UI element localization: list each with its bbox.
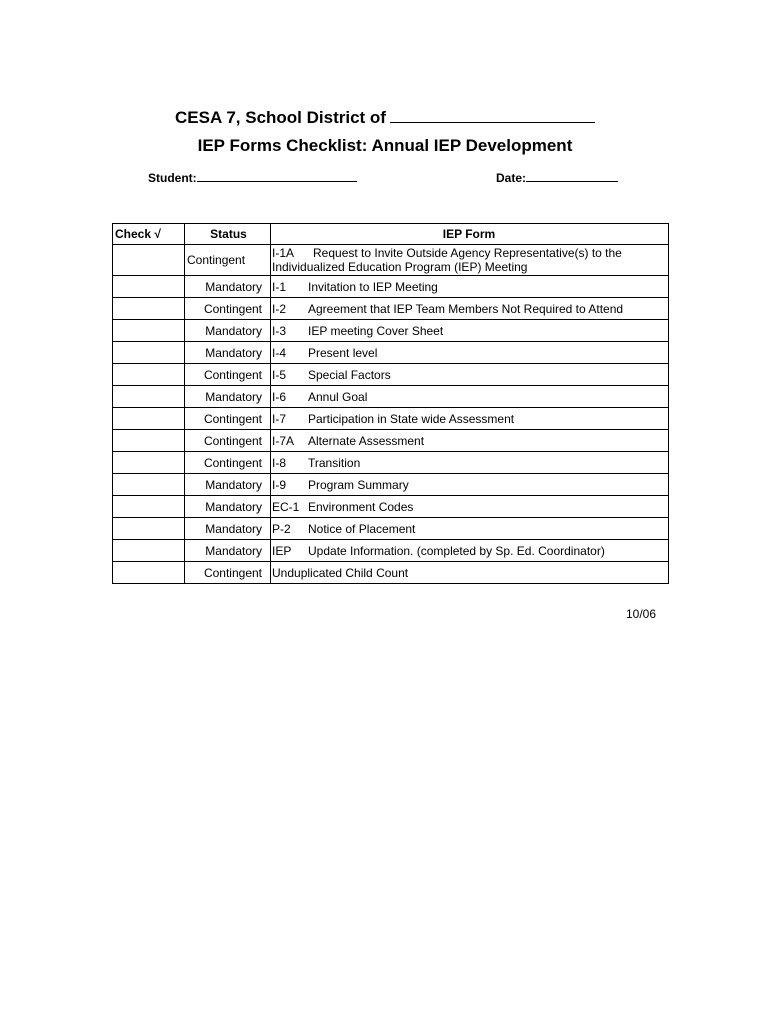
check-cell[interactable] <box>113 474 185 496</box>
form-code: I-6 <box>272 389 287 404</box>
form-title: Special Factors <box>308 367 391 382</box>
table-row <box>113 452 669 474</box>
status-cell: Contingent <box>185 452 271 474</box>
status-cell: Mandatory <box>185 342 271 364</box>
form-title: Transition <box>308 455 361 470</box>
table-row <box>113 342 669 364</box>
status-cell: Mandatory <box>185 474 271 496</box>
status-cell: Mandatory <box>185 518 271 540</box>
form-title: Program Summary <box>308 477 409 492</box>
check-cell[interactable] <box>113 342 185 364</box>
form-code: P-2 <box>272 521 291 536</box>
check-cell[interactable] <box>113 518 185 540</box>
table-header-row <box>113 224 669 245</box>
form-title: Notice of Placement <box>308 521 416 536</box>
form-title: Annul Goal <box>308 389 368 404</box>
form-code: I-3 <box>272 323 287 338</box>
school-district-blank[interactable] <box>390 108 595 123</box>
form-cell <box>271 408 669 430</box>
form-cell <box>271 364 669 386</box>
form-code: I-2 <box>272 301 287 316</box>
check-cell[interactable] <box>113 408 185 430</box>
form-cell <box>271 298 669 320</box>
form-code: I-5 <box>272 367 287 382</box>
form-code: IEP <box>272 543 292 558</box>
form-title: Agreement that IEP Team Members Not Required to Attend <box>308 301 624 316</box>
form-title: Unduplicated Child Count <box>272 565 409 580</box>
status-cell: Mandatory <box>185 320 271 342</box>
student-blank[interactable] <box>197 170 357 182</box>
check-column-header: Check √ <box>113 224 185 245</box>
status-cell: Contingent <box>185 245 271 276</box>
check-cell[interactable] <box>113 298 185 320</box>
table-row <box>113 496 669 518</box>
form-column-header: IEP Form <box>271 224 669 245</box>
status-cell: Mandatory <box>185 496 271 518</box>
form-code: EC-1 <box>272 499 300 514</box>
table-row <box>113 474 669 496</box>
status-column-header: Status <box>185 224 271 245</box>
form-code: I-8 <box>272 455 287 470</box>
check-cell[interactable] <box>113 540 185 562</box>
check-cell[interactable] <box>113 562 185 584</box>
form-cell <box>271 386 669 408</box>
checklist-table <box>112 223 669 584</box>
form-title: Present level <box>308 345 378 360</box>
form-cell <box>271 430 669 452</box>
form-code: I-9 <box>272 477 287 492</box>
date-field <box>496 170 618 185</box>
check-cell[interactable] <box>113 320 185 342</box>
form-cell <box>271 562 669 584</box>
table-row <box>113 430 669 452</box>
form-cell <box>271 452 669 474</box>
form-cell <box>271 320 669 342</box>
student-label: Student: <box>148 171 197 185</box>
check-cell[interactable] <box>113 245 185 276</box>
check-cell[interactable] <box>113 452 185 474</box>
table-row <box>113 276 669 298</box>
form-code: I-7 <box>272 411 287 426</box>
status-cell: Mandatory <box>185 386 271 408</box>
table-row <box>113 320 669 342</box>
table-row <box>113 364 669 386</box>
status-cell: Contingent <box>185 408 271 430</box>
form-title: Update Information. (completed by Sp. Ed. Coordinator) <box>308 543 605 558</box>
form-cell <box>271 540 669 562</box>
table-row <box>113 408 669 430</box>
form-title: Request to Invite Outside Agency Representative(s) to the <box>313 246 622 260</box>
date-label: Date: <box>496 171 527 185</box>
title-text: CESA 7, School District of <box>175 108 386 127</box>
status-cell: Contingent <box>185 364 271 386</box>
form-code: I-1A <box>272 246 295 260</box>
form-cell <box>271 518 669 540</box>
form-title: IEP meeting Cover Sheet <box>308 323 444 338</box>
document-subtitle: IEP Forms Checklist: Annual IEP Development <box>197 136 573 155</box>
form-cell <box>271 245 669 276</box>
form-cell <box>271 342 669 364</box>
document-title <box>0 108 770 128</box>
form-cell <box>271 496 669 518</box>
form-cell <box>271 276 669 298</box>
date-blank[interactable] <box>526 170 618 182</box>
revision-date: 10/06 <box>626 607 657 621</box>
form-code: I-4 <box>272 345 287 360</box>
form-title: Alternate Assessment <box>308 433 425 448</box>
table-row <box>113 562 669 584</box>
status-cell: Contingent <box>185 562 271 584</box>
check-cell[interactable] <box>113 496 185 518</box>
form-title: Participation in State wide Assessment <box>308 411 515 426</box>
status-cell: Contingent <box>185 298 271 320</box>
status-cell: Contingent <box>185 430 271 452</box>
form-cell <box>271 474 669 496</box>
table-row <box>113 386 669 408</box>
table-row <box>113 540 669 562</box>
check-cell[interactable] <box>113 364 185 386</box>
form-title-continued: Individualized Education Program (IEP) Meeting <box>272 260 528 274</box>
form-code: I-7A <box>272 433 295 448</box>
table-row <box>113 298 669 320</box>
student-field <box>148 170 357 185</box>
status-cell: Mandatory <box>185 276 271 298</box>
table-row <box>113 518 669 540</box>
form-title: Invitation to IEP Meeting <box>308 279 438 294</box>
table-row <box>113 245 669 276</box>
check-cell[interactable] <box>113 276 185 298</box>
form-code: I-1 <box>272 279 287 294</box>
status-cell: Mandatory <box>185 540 271 562</box>
check-cell[interactable] <box>113 430 185 452</box>
check-cell[interactable] <box>113 386 185 408</box>
form-title: Environment Codes <box>308 499 414 514</box>
